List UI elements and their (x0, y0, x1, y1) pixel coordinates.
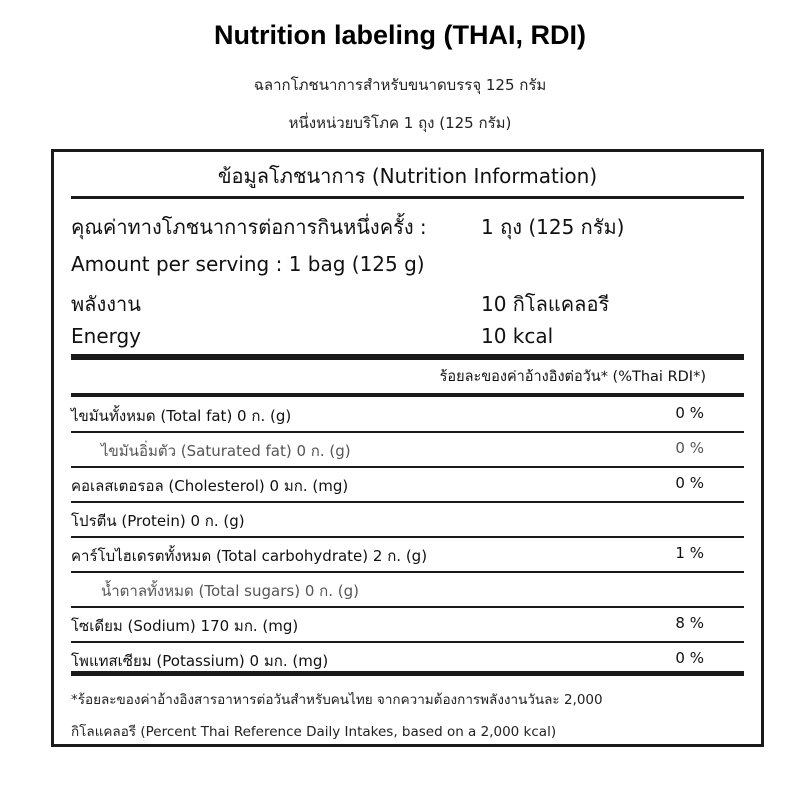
nutrient-percent: 8 % (675, 614, 704, 632)
nutrient-row (71, 466, 744, 501)
nutrient-row (71, 536, 744, 571)
package-size-line: ฉลากโภชนาการสำหรับขนาดบรรจุ 125 กรัม (253, 76, 547, 94)
energy-en-label: Energy (71, 324, 142, 348)
nutrient-row (71, 431, 744, 466)
energy-en-value: 10 kcal (481, 324, 554, 348)
divider-thick-footer (71, 671, 744, 676)
nutrient-row (71, 571, 744, 606)
nutrient-percent: 0 % (675, 649, 704, 667)
panel-heading: ข้อมูลโภชนาการ (Nutrition Information) (217, 164, 598, 188)
nutrition-panel (51, 149, 764, 747)
divider-thick-energy (71, 354, 744, 360)
nutrient-percent: 0 % (675, 439, 704, 457)
nutrient-label: คาร์โบไฮเดรตทั้งหมด (Total carbohydrate) 2 ก. (g) (71, 547, 428, 565)
footnote-line-2: กิโลแคลอรี (Percent Thai Reference Daily Intakes, based on a 2,000 kcal) (71, 724, 557, 740)
nutrient-label: คอเลสเตอรอล (Cholesterol) 0 มก. (mg) (71, 477, 349, 495)
nutrient-row (71, 396, 744, 431)
nutrient-percent: 0 % (675, 474, 704, 492)
footnote-line-1: *ร้อยละของค่าอ้างอิงสารอาหารต่อวันสำหรับคนไทย จากความต้องการพลังงานวันละ 2,000 (71, 692, 603, 708)
nutrient-label: ไขมันทั้งหมด (Total fat) 0 ก. (g) (71, 407, 292, 425)
rdi-heading: ร้อยละของค่าอ้างอิงต่อวัน* (%Thai RDI*) (439, 369, 706, 385)
nutrient-row (71, 606, 744, 641)
serving-size-line: หนึ่งหน่วยบริโภค 1 ถุง (125 กรัม) (288, 114, 512, 132)
energy-th-label: พลังงาน (71, 292, 141, 316)
nutrient-percent: 0 % (675, 404, 704, 422)
nutrient-label: ไขมันอิ่มตัว (Saturated fat) 0 ก. (g) (101, 442, 351, 460)
serving-th-value: 1 ถุง (125 กรัม) (481, 215, 625, 239)
nutrient-label: โพแทสเซียม (Potassium) 0 มก. (mg) (71, 652, 329, 670)
nutrient-label: โปรตีน (Protein) 0 ก. (g) (71, 512, 245, 530)
nutrient-row (71, 501, 744, 536)
serving-th-label: คุณค่าทางโภชนาการต่อการกินหนึ่งครั้ง : (71, 215, 427, 239)
nutrient-label: น้ำตาลทั้งหมด (Total sugars) 0 ก. (g) (101, 582, 359, 600)
divider-heading (71, 196, 744, 199)
nutrient-percent: 1 % (675, 544, 704, 562)
nutrient-label: โซเดียม (Sodium) 170 มก. (mg) (71, 617, 299, 635)
energy-th-value: 10 กิโลแคลอรี (481, 292, 610, 316)
serving-en: Amount per serving : 1 bag (125 g) (71, 252, 425, 276)
page-title: Nutrition labeling (THAI, RDI) (214, 20, 586, 50)
